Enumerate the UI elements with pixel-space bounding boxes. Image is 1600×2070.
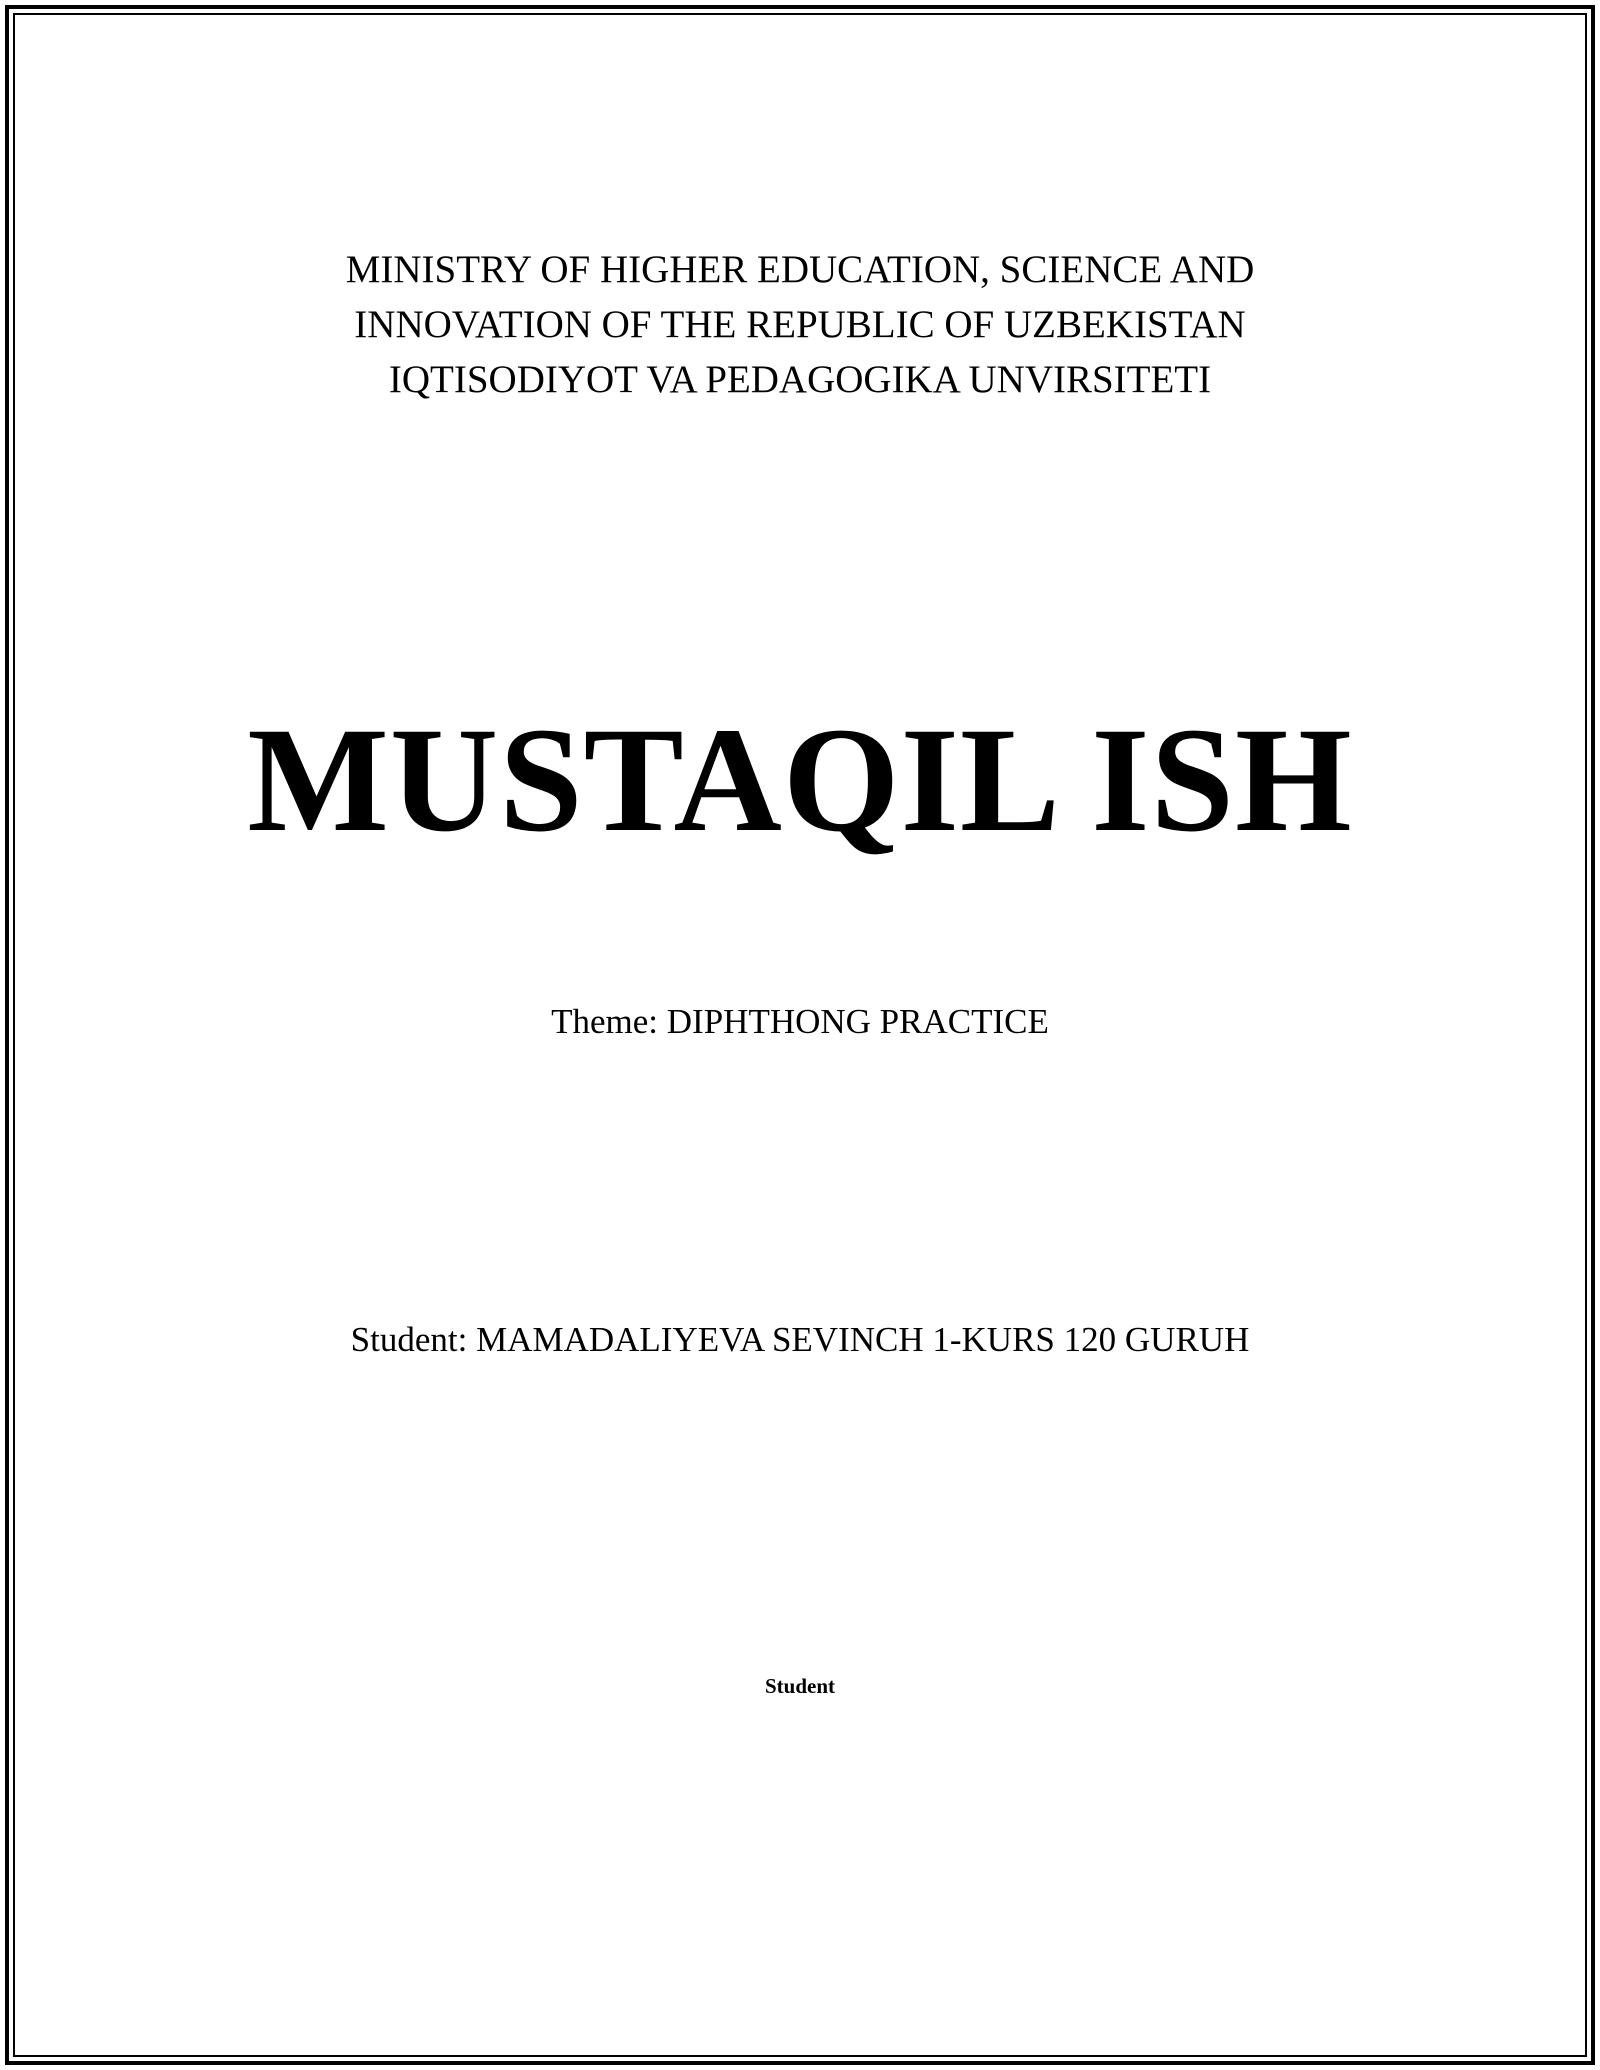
theme-line: Theme: DIPHTHONG PRACTICE (551, 1002, 1049, 1041)
student-label: Student (764, 1674, 836, 1698)
document-title: MUSTAQIL ISH (247, 697, 1353, 863)
header-line-2: INNOVATION OF THE REPUBLIC OF UZBEKISTAN (354, 303, 1246, 346)
institution-header (0, 242, 1600, 407)
student-info: Student: MAMADALIYEVA SEVINCH 1-KURS 120 GURUH (350, 1320, 1250, 1359)
header-line-1: MINISTRY OF HIGHER EDUCATION, SCIENCE AND (345, 248, 1255, 291)
header-line-3: IQTISODIYOT VA PEDAGOGIKA UNVIRSITETI (388, 358, 1212, 401)
